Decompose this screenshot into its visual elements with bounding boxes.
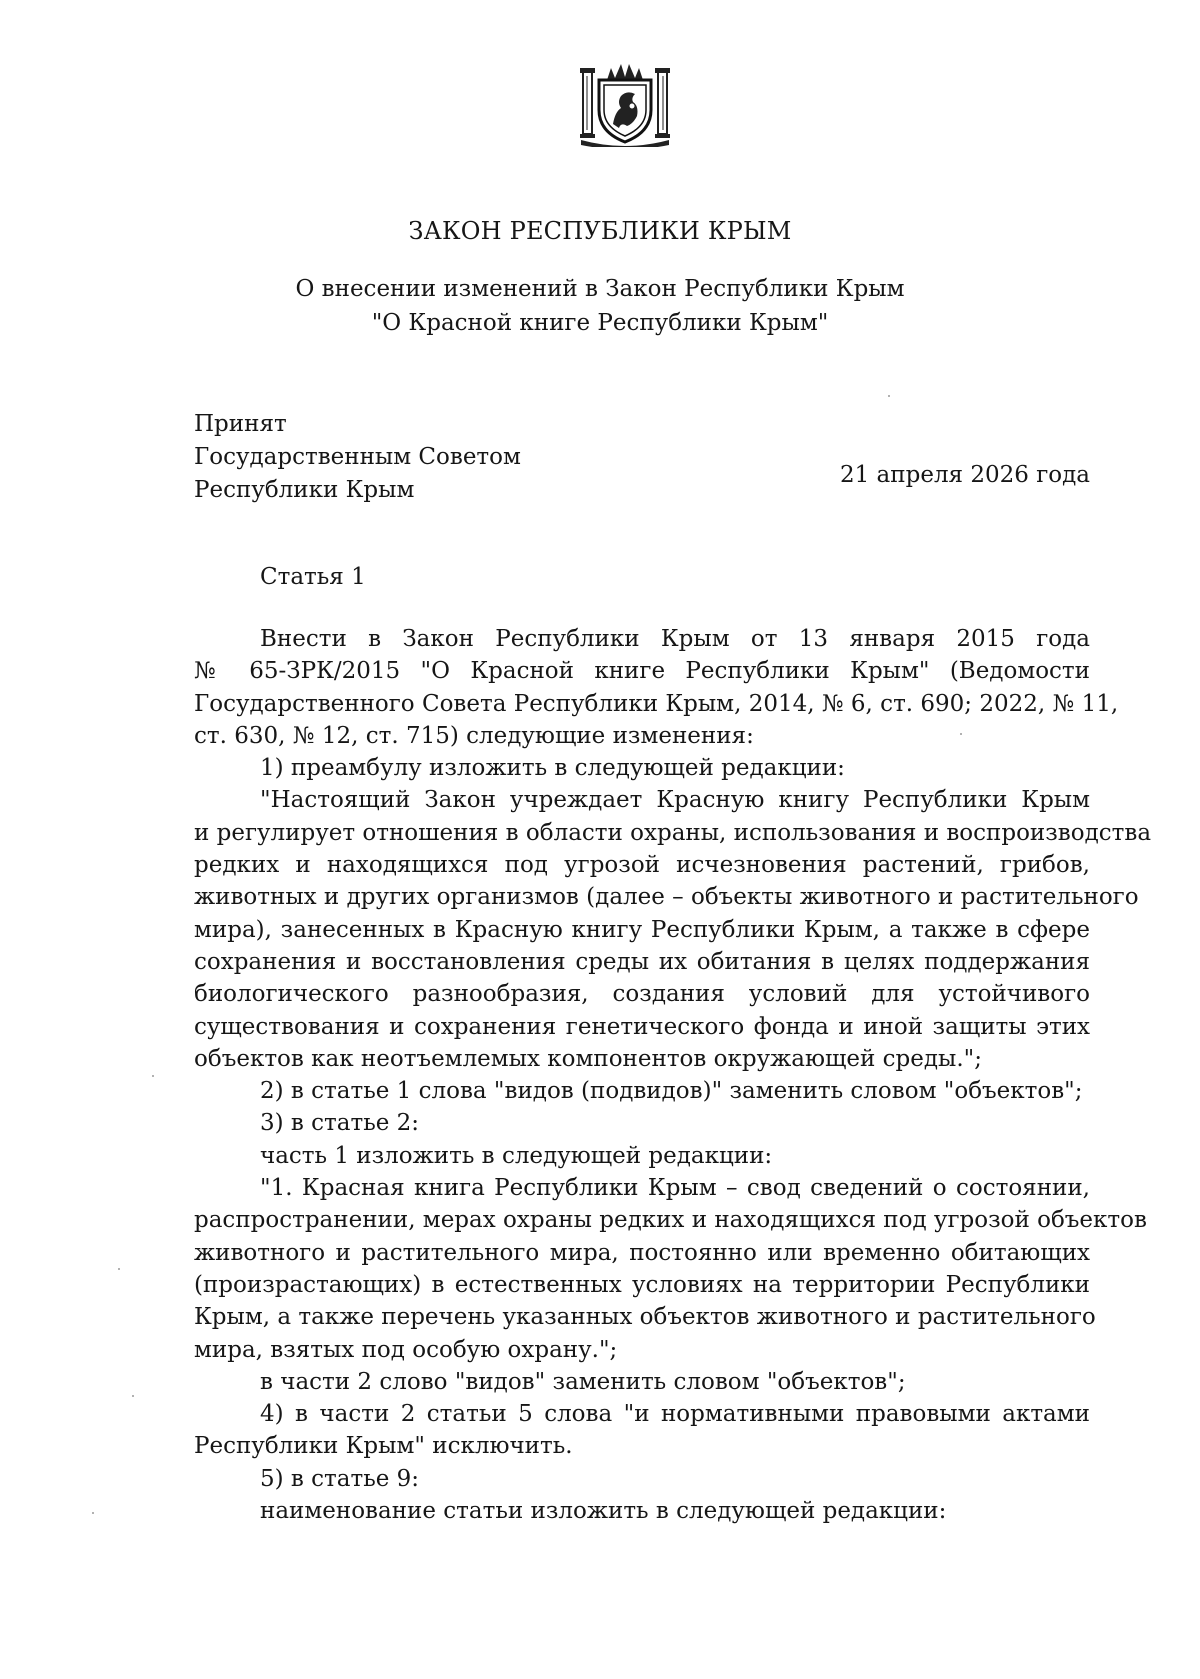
body-line: и регулирует отношения в области охраны, использования и воспроизводства [194,819,1152,846]
body-line: наименование статьи изложить в следующей редакции: [260,1498,947,1525]
scan-speck [92,1512,94,1514]
body-line: биологического разнообразия, создания условий для устойчивого [194,981,1090,1008]
adoption-line-3: Республики Крым [194,477,415,503]
adoption-line-2: Государственным Советом [194,444,521,470]
body-line: Республики Крым" исключить. [194,1433,573,1460]
document-subtitle-line-1: О внесении изменений в Закон Республики Крым [295,276,905,302]
adoption-block [194,408,521,507]
scan-speck [152,1075,154,1077]
body-line: животных и других организмов (далее – объекты животного и растительного [194,884,1139,911]
body-line: 2) в статье 1 слова "видов (подвидов)" заменить словом "объектов"; [260,1078,1083,1105]
body-line: часть 1 изложить в следующей редакции: [260,1142,773,1169]
scan-speck [960,733,962,735]
adoption-line-1: Принят [194,411,287,437]
body-line: 1) преамбулу изложить в следующей редакции: [260,755,845,782]
crimea-coat-of-arms-icon [577,62,673,147]
body-line: в части 2 слово "видов" заменить словом "объектов"; [260,1368,906,1395]
article-heading: Статья 1 [260,564,366,590]
body-line: 3) в статье 2: [260,1110,420,1137]
article-body [194,623,1152,1527]
document-title: ЗАКОН РЕСПУБЛИКИ КРЫМ [408,217,792,245]
body-line: Государственного Совета Республики Крым, 2014, № 6, ст. 690; 2022, № 11, [194,690,1119,717]
body-line: Крым, а также перечень указанных объектов животного и растительного [194,1304,1096,1331]
adoption-date: 21 апреля 2026 года [839,462,1090,488]
body-line: существования и сохранения генетического фонда и иной защиты этих [194,1013,1090,1040]
body-line: распространении, мерах охраны редких и находящихся под угрозой объектов [194,1207,1147,1234]
body-line: 5) в статье 9: [260,1465,420,1492]
body-line: редких и находящихся под угрозой исчезновения растений, грибов, [194,852,1090,879]
body-line: объектов как неотъемлемых компонентов окружающей среды."; [194,1045,982,1072]
body-line: Внести в Закон Республики Крым от 13 января 2015 года [260,626,1090,652]
body-line: № 65-ЗРК/2015 "О Красной книге Республики Крым" (Ведомости [194,658,1090,685]
scan-speck [118,1268,120,1270]
scan-speck [888,395,890,397]
body-line: "Настоящий Закон учреждает Красную книгу Республики Крым [260,787,1090,814]
document-subtitle-line-2: "О Красной книге Республики Крым" [371,310,829,336]
body-line: мира, взятых под особую охрану."; [194,1336,618,1363]
body-line: ст. 630, № 12, ст. 715) следующие изменения: [194,722,754,749]
body-line: (произрастающих) в естественных условиях на территории Республики [194,1271,1090,1298]
body-line: животного и растительного мира, постоянно или временно обитающих [194,1239,1090,1266]
body-line: "1. Красная книга Республики Крым – свод сведений о состоянии, [260,1175,1090,1202]
body-line: 4) в части 2 статьи 5 слова "и нормативными правовыми актами [260,1401,1090,1428]
body-line: сохранения и восстановления среды их обитания в целях поддержания [194,948,1090,975]
scan-speck [132,1395,134,1397]
body-line: мира), занесенных в Красную книгу Республики Крым, а также в сфере [194,916,1090,943]
